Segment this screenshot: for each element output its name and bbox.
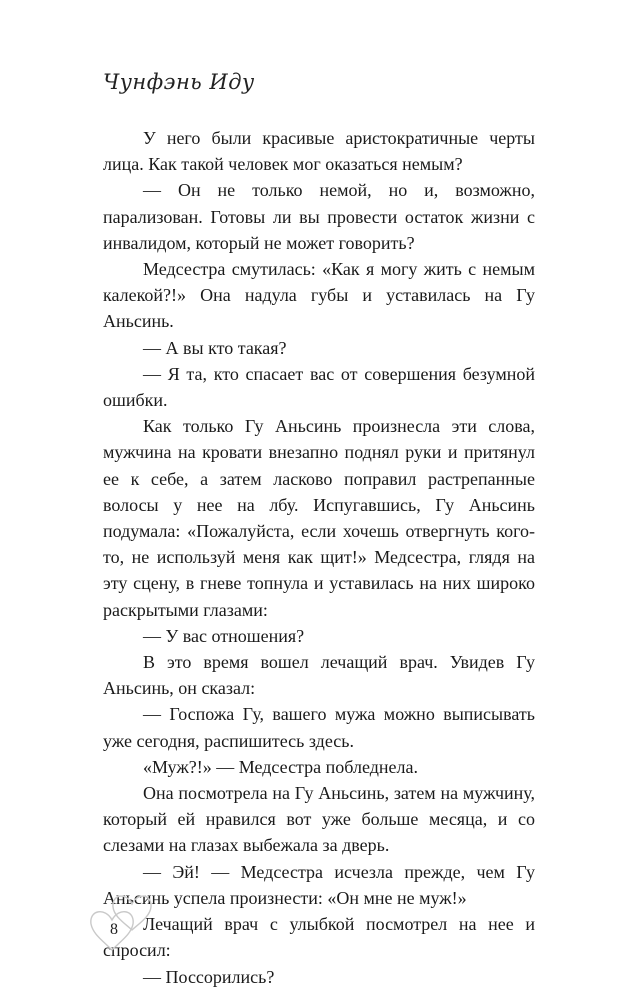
paragraph: «Муж?!» — Медсестра побледнела. bbox=[143, 756, 418, 777]
paragraph: — Он не только немой, но и, возможно, парализован. Готовы ли вы провести остаток жизни с инвалидом, который не может говорить? bbox=[103, 180, 535, 253]
paragraph: Лечащий врач с улыбкой посмотрел на нее и спросил: bbox=[103, 914, 535, 961]
paragraph: — Поссорились? bbox=[143, 966, 275, 987]
paragraph: Как только Гу Аньсинь произнесла эти слова, мужчина на кровати внезапно поднял руки и притянул ее к себе, а затем ласково поправил растрепанные волосы у нее на лбу. Испугавшись, Гу Аньсинь подумала: «Пожалуйста, если хочешь отвергнуть кого-то, не используй меня как щит!» Медсестра, глядя на эту сцену, в гневе топнула и уставилась на них широко раскрытыми глазами: bbox=[103, 416, 535, 620]
paragraph: В это время вошел лечащий врач. Увидев Гу Аньсинь, он сказал: bbox=[103, 652, 535, 699]
paragraph: — Эй! — Медсестра исчезла прежде, чем Гу Аньсинь успела произнести: «Он мне не муж!» bbox=[103, 861, 535, 908]
paragraph: — У вас отношения? bbox=[143, 625, 305, 646]
running-head: Чунфэнь Иду bbox=[103, 70, 255, 94]
paragraph: — Я та, кто спасает вас от совершения безумной ошибки. bbox=[103, 363, 535, 411]
paragraph: — А вы кто такая? bbox=[143, 337, 287, 358]
double-heart-outline-icon bbox=[88, 880, 168, 960]
body-text bbox=[103, 125, 535, 990]
paragraph: — Госпожа Гу, вашего мужа можно выписывать уже сегодня, распишитесь здесь. bbox=[103, 704, 535, 751]
paragraph: У него были красивые аристократичные черты лица. Как такой человек мог оказаться немым? bbox=[103, 128, 535, 175]
paragraph: Медсестра смутилась: «Как я могу жить с немым калекой?!» Она надула губы и уставилась на Гу Аньсинь. bbox=[103, 259, 535, 332]
page-folio bbox=[88, 880, 168, 960]
page-number: 8 bbox=[110, 921, 118, 938]
paragraph: Она посмотрела на Гу Аньсинь, затем на мужчину, который ей нравился вот уже больше месяца, и со слезами на глазах выбежала за дверь. bbox=[103, 783, 535, 856]
